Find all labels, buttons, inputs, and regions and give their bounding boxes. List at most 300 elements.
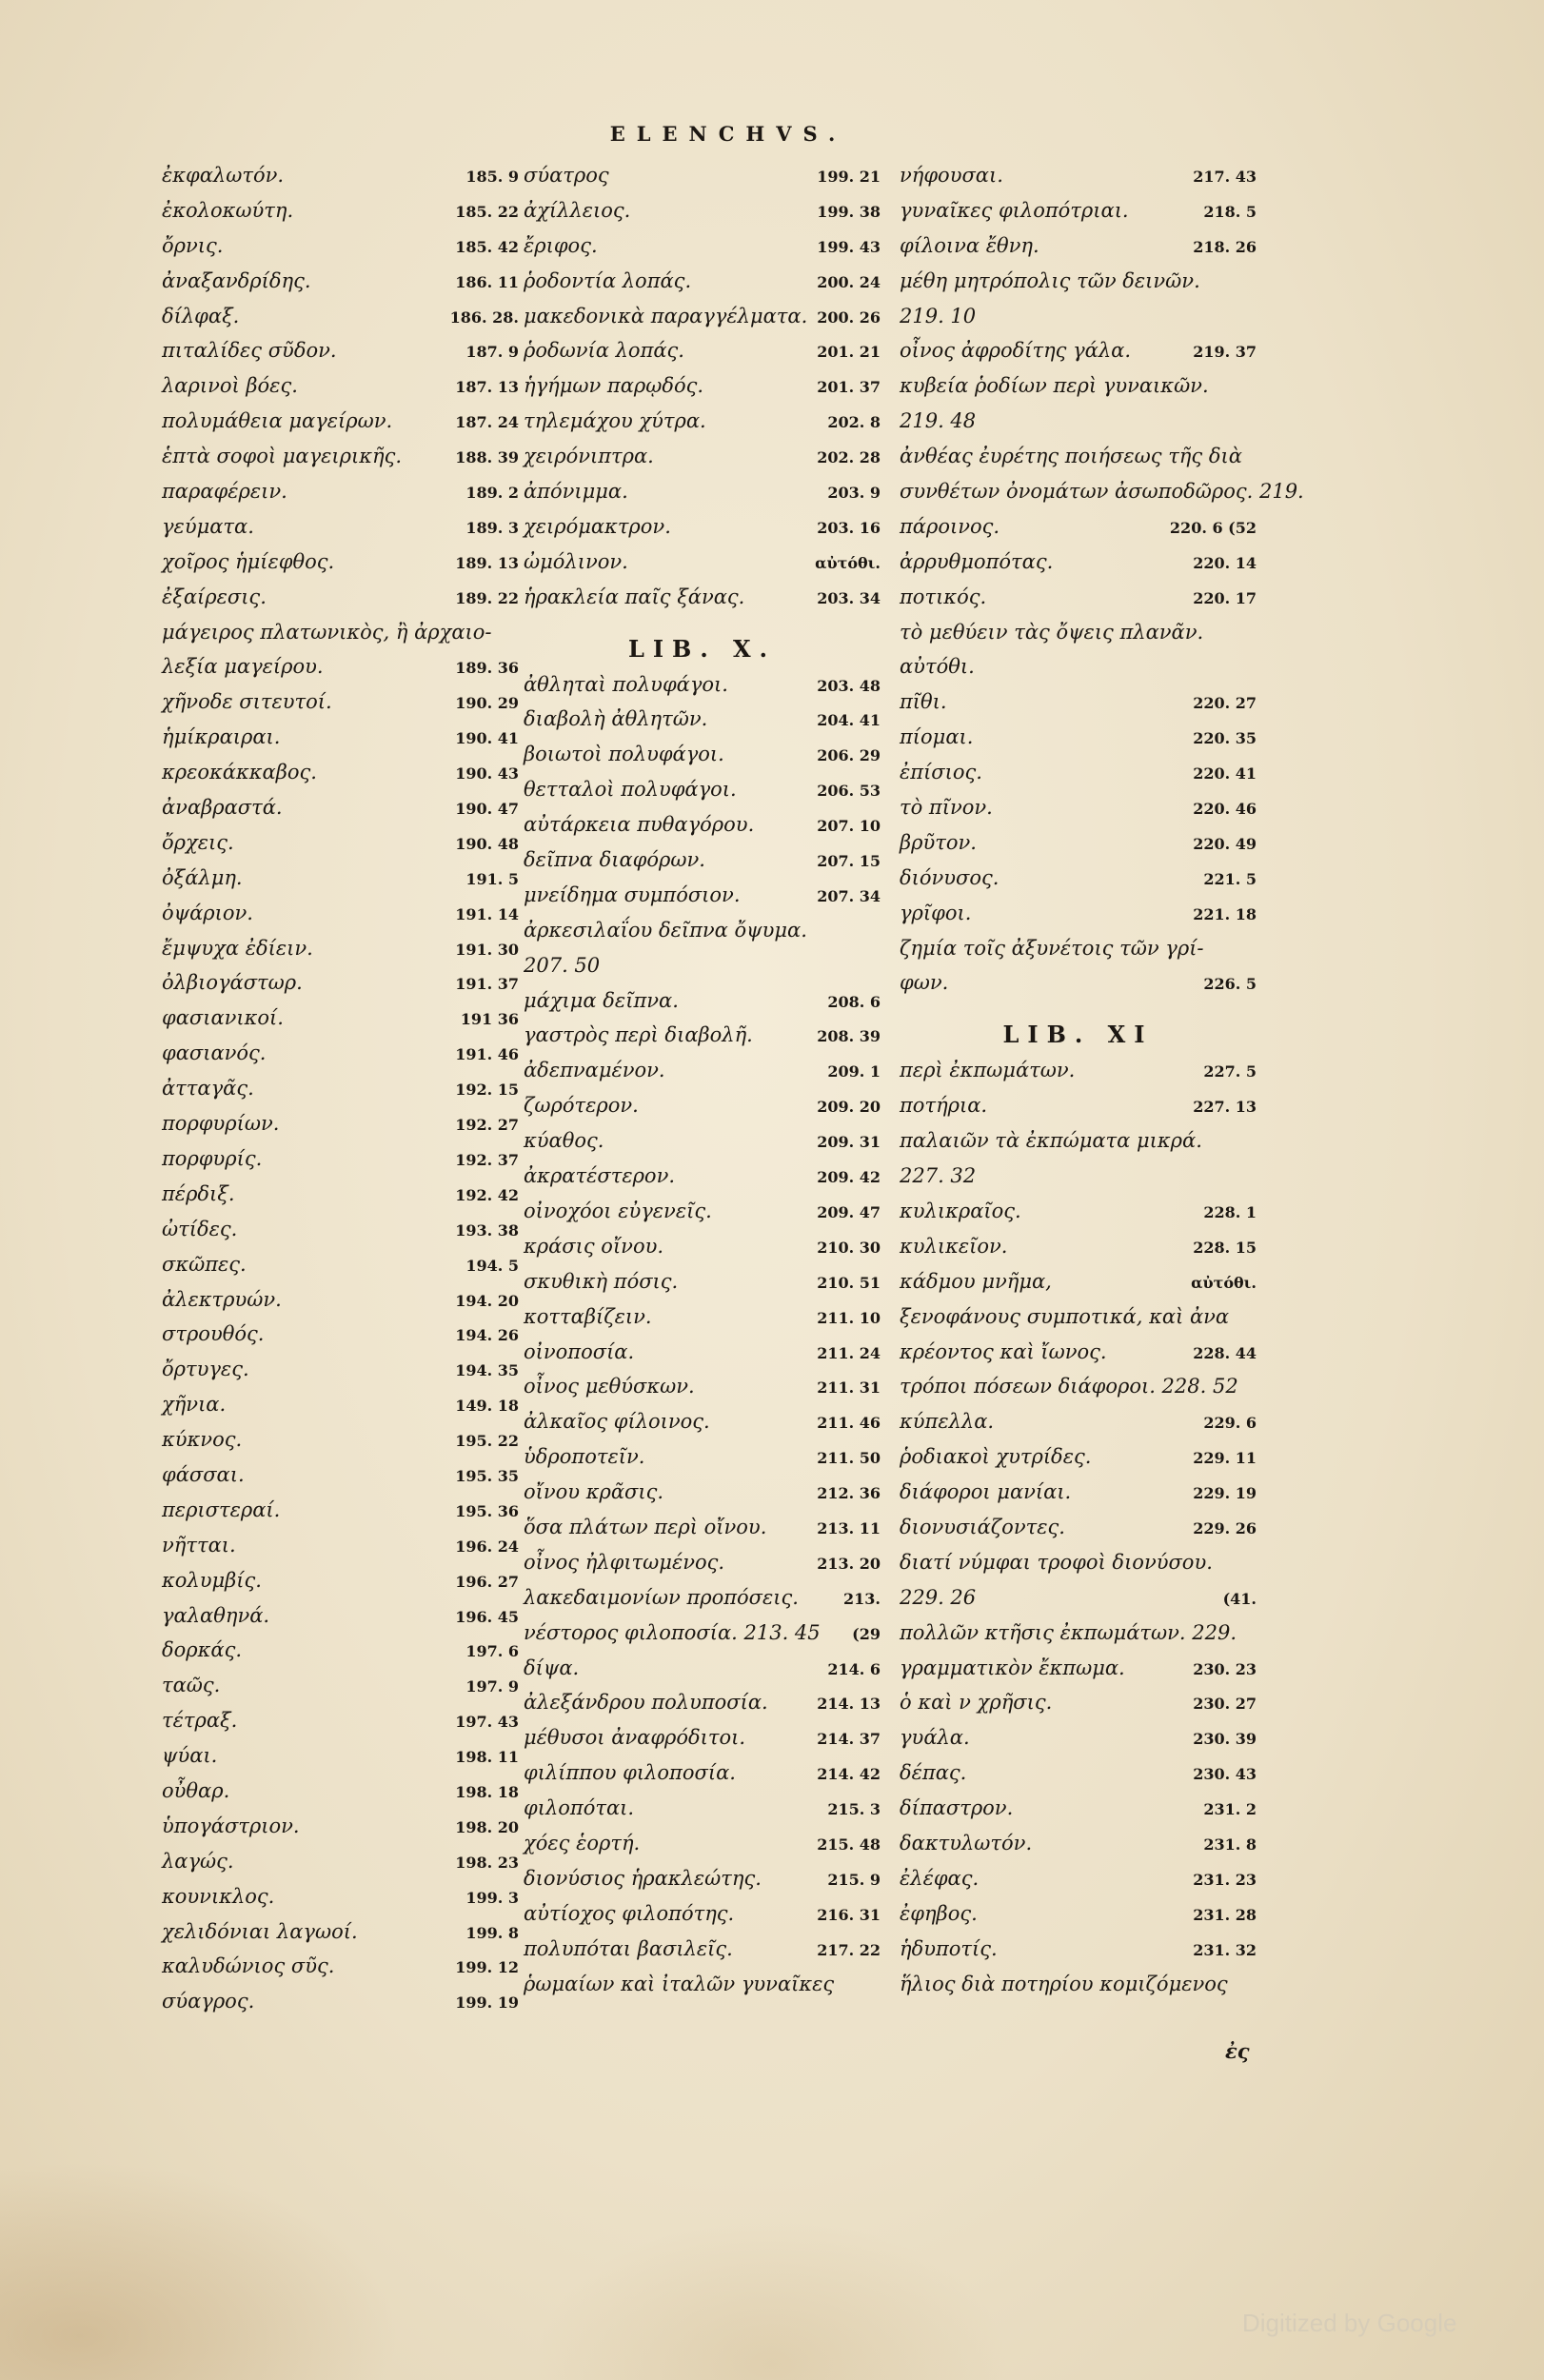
index-entry [900,971,1257,1006]
page-reference: 199. 19 [455,1993,519,2013]
index-entry [524,1410,881,1445]
index-term: αὐτάρκεια πυθαγόρου. [524,813,755,837]
page-reference: 216. 31 [817,1905,881,1924]
index-entry [900,1305,1257,1340]
index-term: νῆτται. [162,1533,236,1557]
index-term: μάχιμα δεῖπνα. [524,988,679,1012]
index-term: ξενοφάνους συμποτικά, καὶ ἀνα [900,1304,1230,1328]
index-term: λακεδαιμονίων προπόσεις. [524,1585,799,1609]
page-reference: 191 36 [460,1010,519,1029]
page-reference: 214. 13 [817,1695,881,1714]
index-term: λαγώς. [162,1849,234,1873]
page-reference: 211. 50 [817,1449,881,1468]
index-entry [162,1498,519,1534]
index-entry [162,515,519,550]
page-reference: 189. 2 [465,484,519,503]
index-entry [162,234,519,269]
index-entry [162,1077,519,1112]
page-reference: 208. 39 [817,1027,881,1046]
index-term: συνθέτων ὀνομάτων ἀσωποδῶρος. 219. [900,480,1304,504]
index-entry [900,1270,1257,1305]
index-entry [162,690,519,725]
index-term: αὐτόθι. [900,655,975,679]
index-entry [524,989,881,1024]
index-entry [162,621,519,656]
index-entry [900,515,1257,550]
page-reference: 190. 47 [455,800,519,819]
section-heading: LIB. X. [627,634,777,663]
index-entry [900,1129,1257,1164]
page-reference: 199. 21 [817,168,881,186]
index-term: ἑπτὰ σοφοὶ μαγειρικῆς. [162,445,403,468]
index-entry [900,1726,1257,1761]
index-term: χῆνια. [162,1393,227,1417]
page-reference: 201. 21 [817,343,881,362]
index-entry [900,234,1257,269]
page-reference: 195. 35 [455,1466,519,1485]
index-entry [524,1200,881,1235]
index-entry [524,1164,881,1200]
page-reference: 202. 8 [827,413,881,432]
index-term: ἥλιος διὰ ποτηρίου κομιζόμενος [900,1972,1228,1995]
index-term: ῥοδοντία λοπάς. [524,268,692,292]
index-term: περιστεραί. [162,1497,281,1521]
index-term: ἀρκεσιλαΐου δεῖπνα ὄψυμα. [524,918,807,942]
page-reference: 230. 43 [1193,1765,1257,1784]
page-reference: 189. 22 [455,588,519,607]
page-reference: 211. 24 [817,1343,881,1362]
page-reference: 228. 15 [1193,1238,1257,1257]
index-entry [162,585,519,621]
index-column-3 [900,164,1304,2007]
index-entry [524,1551,881,1586]
page-reference: 214. 37 [817,1730,881,1749]
index-term: μέθη μητρόπολις τῶν δεινῶν. [900,268,1200,292]
index-term: θετταλοὶ πολυφάγοι. [524,778,737,802]
page-reference: 209. 20 [817,1098,881,1117]
page-reference: 228. 1 [1203,1202,1257,1221]
page-reference: 204. 41 [817,711,881,730]
index-entry [900,902,1257,937]
page-reference: 229. 19 [1193,1484,1257,1503]
index-term: οἶνος ἀφροδίτης γάλα. [900,339,1132,363]
page-reference: 220. 14 [1193,553,1257,572]
index-entry [900,761,1257,796]
page-reference: 191. 37 [455,975,519,994]
index-term: πολυπόται βασιλεῖς. [524,1936,733,1960]
index-entry [900,1902,1257,1937]
page-reference: 210. 51 [817,1273,881,1292]
page-reference: 149. 18 [455,1397,519,1416]
index-entry [524,883,881,919]
index-entry [524,848,881,883]
index-term: ἀλκαῖος φίλοινος. [524,1410,710,1434]
page-reference: 199. 43 [817,237,881,256]
index-entry [524,164,881,199]
index-term: πῖθι. [900,690,947,714]
index-term: φάσσαι. [162,1462,245,1486]
index-entry [524,1621,881,1656]
index-entry [524,269,881,305]
index-term: γραμματικὸν ἔκπωμα. [900,1656,1125,1679]
page-reference: 197. 43 [455,1713,519,1732]
index-entry [524,1832,881,1867]
page-reference: 187. 24 [455,413,519,432]
index-term: ἀπόνιμμα. [524,480,628,504]
index-entry [162,445,519,480]
index-entry [162,1006,519,1041]
index-entry [162,1638,519,1674]
index-entry [162,374,519,409]
index-term: ποτήρια. [900,1094,988,1118]
index-entry [900,937,1257,972]
page-reference: 195. 36 [455,1501,519,1520]
index-entry [524,1516,881,1551]
page-reference: 215. 48 [817,1835,881,1854]
index-entry [524,1726,881,1761]
index-term: νέστορος φιλοποσία. 213. 45 [524,1620,821,1644]
page-reference: 211. 10 [817,1308,881,1327]
index-entry [524,743,881,778]
page-reference: 231. 8 [1203,1835,1257,1854]
page-reference: 199. 12 [455,1958,519,1977]
index-term: 207. 50 [524,953,601,977]
index-entry [900,199,1257,234]
index-term: ἡγήμων παρῳδός. [524,374,704,398]
index-entry [524,1937,881,1973]
index-entry [162,902,519,937]
index-term: ἀλεκτρυών. [162,1287,282,1311]
index-term: φασιανικοί. [162,1006,284,1030]
index-entry [524,1445,881,1480]
index-term: κουνικλος. [162,1884,275,1908]
index-entry [162,1885,519,1920]
page-reference: 206. 29 [817,746,881,765]
page-reference: 192. 15 [455,1081,519,1100]
page-reference: 199. 38 [817,202,881,221]
index-term: περὶ ἐκπωμάτων. [900,1059,1076,1082]
page-reference: 221. 18 [1193,904,1257,923]
index-term: ἐξαίρεσις. [162,585,267,608]
index-entry [162,1393,519,1428]
index-entry [900,1235,1257,1270]
index-entry [524,585,881,621]
index-entry [900,1691,1257,1726]
page-reference: 197. 9 [465,1677,519,1696]
index-entry [162,409,519,445]
index-entry [900,374,1257,409]
index-entry [524,1867,881,1902]
page-reference: 196. 27 [455,1572,519,1591]
page-reference: 190. 43 [455,764,519,783]
index-term: πίομαι. [900,725,974,749]
index-term: κυλικραῖος. [900,1199,1021,1222]
index-term: τέτραξ. [162,1709,238,1733]
page-reference: 207. 15 [817,852,881,871]
page-reference: 198. 11 [455,1748,519,1767]
index-entry [524,673,881,708]
index-term: κύπελλα. [900,1410,995,1434]
index-entry [524,1129,881,1164]
index-term: διάφοροι μανίαι. [900,1480,1072,1504]
index-term: κρέοντος καὶ ἴωνος. [900,1339,1107,1363]
page-reference: 213. 20 [817,1554,881,1573]
index-entry [162,1920,519,1955]
index-entry [524,1270,881,1305]
index-entry [162,655,519,690]
index-term: κύκνος. [162,1428,243,1452]
index-term: 229. 26 [900,1585,977,1609]
index-entry [162,796,519,831]
index-term: ἀναξανδρίδης. [162,268,311,292]
page-reference: 186. 28. [449,307,519,327]
index-term: οἴνου κρᾶσις. [524,1480,664,1504]
index-entry [900,409,1257,445]
index-term: τηλεμάχου χύτρα. [524,409,706,433]
index-term: τὸ πῖνον. [900,796,993,820]
index-term: μάγειρος πλατωνικὸς, ἢ ἀρχαιο- [162,620,492,644]
page-reference: 200. 26 [817,307,881,327]
index-term: ἀχίλλειος. [524,198,631,222]
index-entry [162,1288,519,1323]
index-entry [162,761,519,796]
page-reference: 185. 42 [455,237,519,256]
index-term: ἀρρυθμοπότας. [900,549,1054,573]
page-reference: 202. 28 [817,448,881,467]
index-entry [524,1023,881,1059]
page-reference: 229. 6 [1203,1414,1257,1433]
index-entry [162,550,519,585]
index-entry [900,831,1257,866]
page-reference: 227. 13 [1193,1098,1257,1117]
index-term: ἡμίκραιραι. [162,725,281,749]
index-term: δεῖπνα διαφόρων. [524,848,705,872]
section-heading: LIB. XI [1002,1021,1154,1049]
index-entry [524,954,881,989]
index-term: πολυμάθεια μαγείρων. [162,409,393,433]
index-entry [900,1059,1257,1094]
index-term: ψύαι. [162,1744,218,1768]
page-reference: 198. 18 [455,1782,519,1801]
index-term: τὸ μεθύειν τὰς ὄψεις πλανᾶν. [900,620,1204,644]
index-entry [162,164,519,199]
index-entry [900,480,1304,515]
page-reference: 203. 34 [817,588,881,607]
paper-stain [533,2218,1009,2380]
index-entry [900,1445,1257,1480]
page-reference: 191. 46 [455,1045,519,1064]
page-reference: 212. 36 [817,1484,881,1503]
index-entry [900,269,1257,305]
page-reference: 194. 35 [455,1361,519,1380]
index-entry [900,1375,1257,1410]
index-term: ὄρνις. [162,233,224,257]
index-entry [162,971,519,1006]
index-entry [524,1691,881,1726]
index-term: δίψα. [524,1656,580,1679]
index-term: πορφυρίς. [162,1146,263,1170]
index-term: τρόποι πόσεων διάφοροι. 228. 52 [900,1375,1238,1398]
index-term: κράσις οἴνου. [524,1234,664,1258]
index-term: μακεδονικὰ παραγγέλματα. [524,304,808,327]
index-term: δακτυλωτόν. [900,1831,1033,1854]
index-entry [162,1041,519,1077]
page-reference: 231. 2 [1203,1800,1257,1819]
index-term: κρεοκάκκαβος. [162,761,317,784]
page-reference: 217. 22 [817,1940,881,1959]
index-entry [900,1586,1257,1621]
page-reference: 198. 20 [455,1817,519,1836]
index-entry [162,1147,519,1182]
index-term: σύαγρος. [162,1990,255,2013]
index-term: δορκάς. [162,1638,243,1662]
page-reference: αὐτόθι. [1191,1273,1257,1292]
index-entry [162,1604,519,1639]
index-entry [162,1534,519,1569]
page-reference: 192. 42 [455,1185,519,1204]
page-reference: 214. 6 [827,1659,881,1678]
index-entry [162,1779,519,1815]
index-entry [162,1218,519,1253]
index-entry [524,1761,881,1796]
page-reference: 220. 6 (52 [1169,518,1257,537]
page-reference: 220. 49 [1193,834,1257,853]
index-entry [162,269,519,305]
index-entry [162,480,519,515]
index-entry [524,1902,881,1937]
index-term: κοτταβίζειν. [524,1304,652,1328]
index-term: ἀθληταὶ πολυφάγοι. [524,672,728,696]
page-reference: 194. 26 [455,1326,519,1345]
index-term: κύαθος. [524,1129,604,1153]
page-reference: 188. 39 [455,448,519,467]
page-reference: 191. 5 [465,869,519,888]
index-entry [524,515,881,550]
index-entry [900,585,1257,621]
page-reference: 186. 11 [455,272,519,291]
digitization-watermark: Digitized by Google [1242,2309,1457,2337]
index-term: ἐκφαλωτόν. [162,164,285,187]
index-entry [900,305,1257,340]
index-term: μνείδημα συμπόσιον. [524,883,741,906]
page-reference: 229. 11 [1193,1449,1257,1468]
index-term: 219. 10 [900,304,977,327]
index-entry [900,1867,1257,1902]
index-term: ὀψάριον. [162,901,253,924]
page-reference: 196. 45 [455,1607,519,1626]
index-term: ἀλεξάνδρου πολυποσία. [524,1691,768,1715]
index-entry [162,1990,519,2025]
page-reference: 189. 36 [455,659,519,678]
page-reference: 219. 37 [1193,343,1257,362]
index-term: χῆνοδε σιτευτοί. [162,690,332,714]
index-term: ῥοδιακοὶ χυτρίδες. [900,1445,1092,1469]
index-entry [524,778,881,813]
index-entry [900,1164,1257,1200]
index-entry [524,1094,881,1129]
index-entry [162,1709,519,1744]
page-reference: 209. 42 [817,1168,881,1187]
index-entry [900,164,1257,199]
index-term: ὠμόλινον. [524,549,628,573]
index-term: ἀκρατέστερον. [524,1164,676,1188]
page-reference: 228. 44 [1193,1343,1257,1362]
page-reference: 213. 11 [817,1518,881,1537]
index-term: ἀνθέας ἐυρέτης ποιήσεως τῆς διὰ [900,445,1242,468]
index-term: γαλαθηνά. [162,1603,270,1627]
index-entry [162,725,519,761]
index-term: ῥοδωνία λοπάς. [524,339,684,363]
index-term: ἐλέφας. [900,1866,980,1890]
index-term: λεξία μαγείρου. [162,655,324,679]
page-reference: 215. 3 [827,1800,881,1819]
index-entry [524,199,881,234]
page-reference: 218. 26 [1193,237,1257,256]
index-entry [524,1973,881,2008]
page-reference: 220. 35 [1193,729,1257,748]
index-entry [900,445,1257,480]
page-reference: 187. 13 [455,378,519,397]
index-term: ζωρότερον. [524,1094,639,1118]
index-term: γαστρὸς περὶ διαβολῆ. [524,1023,753,1047]
index-entry [162,1744,519,1779]
index-entry [524,919,881,954]
index-entry [162,1182,519,1218]
page-reference: 220. 27 [1193,694,1257,713]
page-reference: 199. 8 [465,1923,519,1942]
index-term: ὅσα πλάτων περὶ οἴνου. [524,1515,767,1538]
page-reference: 191. 14 [455,904,519,923]
index-term: σκυθικὴ πόσις. [524,1269,679,1293]
index-term: βρῦτον. [900,830,977,854]
index-term: ἡρακλεία παῖς ξάνας. [524,585,745,608]
page-reference: 217. 43 [1193,168,1257,186]
index-term: οὖθαρ. [162,1778,230,1802]
index-term: γρῖφοι. [900,901,972,924]
index-entry [524,445,881,480]
index-term: σύατρος [524,164,609,187]
page-reference: 192. 37 [455,1150,519,1169]
index-entry [524,1586,881,1621]
index-term: φασιανός. [162,1041,267,1065]
index-term: καλυδώνιος σῦς. [162,1954,335,1978]
page-reference: 230. 27 [1193,1695,1257,1714]
index-entry [900,1937,1257,1973]
index-term: ὄρτυγες. [162,1358,249,1381]
page-reference: 203. 48 [817,676,881,695]
index-entry [162,305,519,340]
page-reference: 210. 30 [817,1238,881,1257]
index-entry [900,621,1257,656]
page-reference: 189. 3 [465,518,519,537]
index-entry [900,1200,1257,1235]
index-term: σκῶπες. [162,1252,247,1276]
index-term: πέρδιξ. [162,1181,235,1205]
index-term: 227. 32 [900,1164,977,1188]
page-reference: 215. 9 [827,1870,881,1889]
index-column-1 [162,164,519,2025]
index-entry [524,1059,881,1094]
index-entry [162,1253,519,1288]
running-header: ELENCHVS. [609,122,847,146]
index-term: οἶνος μεθύσκων. [524,1375,695,1398]
index-term: δίπαστρον. [900,1796,1014,1820]
index-term: κολυμβίς. [162,1568,262,1592]
index-entry [162,1954,519,1990]
page-reference: 220. 17 [1193,588,1257,607]
page-reference: 231. 23 [1193,1870,1257,1889]
index-term: φων. [900,971,949,995]
